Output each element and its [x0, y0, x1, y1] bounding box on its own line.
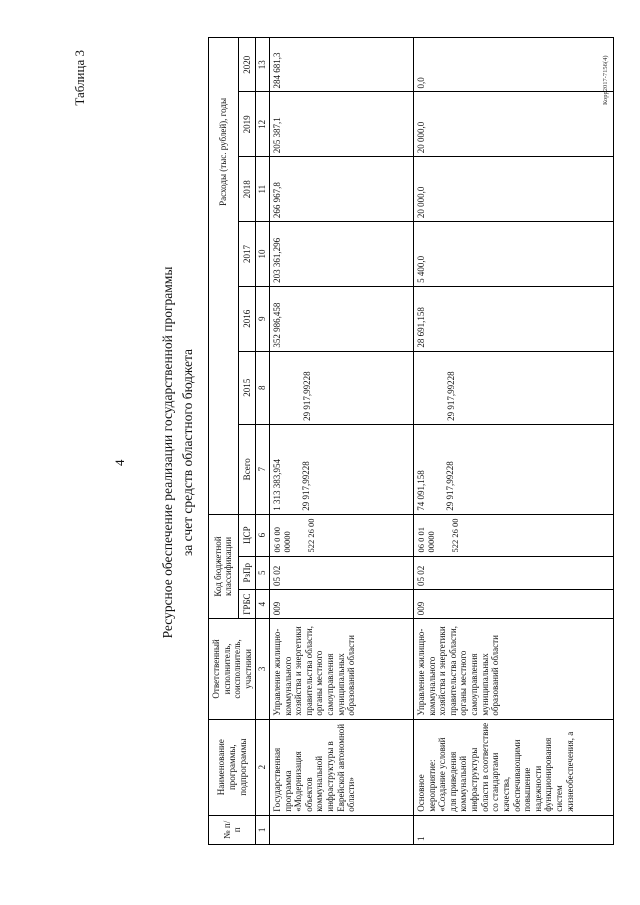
row-2015	[270, 351, 414, 424]
csr-code-1: 06 0 01 00000	[416, 527, 437, 553]
total-value-1: 1 313 383,954	[272, 458, 283, 511]
row-grbs: 009	[414, 589, 614, 618]
column-number: 1	[256, 815, 270, 844]
footer-code: Корр2017-7156(4)	[602, 55, 609, 105]
row-2018: 20 000,0	[414, 157, 614, 222]
row-2017: 5 400,0	[414, 222, 614, 287]
header-rzpr: РзПр	[238, 556, 256, 589]
header-num: № п/п	[209, 815, 256, 844]
document-title: Ресурсное обеспечение реализации государственной программы	[160, 266, 175, 639]
header-2016: 2016	[238, 286, 256, 351]
header-row-1	[209, 38, 239, 845]
column-number-row	[256, 38, 270, 845]
row-2020: 284 681,3	[270, 38, 414, 92]
table-row	[270, 38, 414, 845]
header-2020: 2020	[238, 38, 256, 92]
row-2015	[414, 351, 614, 424]
column-number: 3	[256, 619, 270, 719]
column-number: 9	[256, 286, 270, 351]
row-grbs: 009	[270, 589, 414, 618]
total-value-2: 29 917,99228	[300, 461, 311, 511]
value-2015: 29 917,99228	[302, 371, 313, 421]
row-2016: 352 986,458	[270, 286, 414, 351]
total-value-2: 29 917,99228	[444, 461, 455, 511]
header-csr: ЦСР	[238, 514, 256, 556]
row-responsible: Управление жилищно-коммунального хозяйства и энергетики правительства области, органы местного самоуправления муниципальных образований области	[270, 619, 414, 719]
header-grbs: ГРБС	[238, 589, 256, 618]
column-number: 7	[256, 424, 270, 514]
column-number: 2	[256, 719, 270, 815]
column-number: 11	[256, 157, 270, 222]
row-name: Основное мероприятие: «Создание условий для приведения коммунальной инфраструктуры области в соответствие со стандартами качества, обеспечивающими повышение надежности функционирования систем жизнеобеспечения, а	[414, 719, 614, 815]
row-2019: 205 387,1	[270, 92, 414, 157]
column-number: 6	[256, 514, 270, 556]
row-rzpr: 05 02	[270, 556, 414, 589]
header-name: Наименование программы, подпрограммы	[209, 719, 256, 815]
column-number: 8	[256, 351, 270, 424]
row-name: Государственная программа «Модернизация объектов коммунальной инфраструктуры в Еврейской автономной области»	[270, 719, 414, 815]
total-value-1: 74 091,158	[416, 470, 427, 511]
row-2020: 0,0	[414, 38, 614, 92]
header-total: Всего	[238, 424, 256, 514]
row-2017: 203 361,296	[270, 222, 414, 287]
row-num: 1	[414, 815, 614, 844]
column-number: 10	[256, 222, 270, 287]
column-number: 13	[256, 38, 270, 92]
header-2017: 2017	[238, 222, 256, 287]
header-2019: 2019	[238, 92, 256, 157]
header-2015: 2015	[238, 351, 256, 424]
row-num	[270, 815, 414, 844]
header-expenses: Расходы (тыс. рублей), годы	[209, 38, 239, 515]
row-total	[270, 424, 414, 514]
row-2016: 28 691,158	[414, 286, 614, 351]
row-2019: 20 000,0	[414, 92, 614, 157]
column-number: 4	[256, 589, 270, 618]
table-row	[414, 38, 614, 845]
row-csr	[414, 514, 614, 556]
value-2015: 29 917,99228	[446, 371, 457, 421]
table-label: Таблица 3	[72, 50, 87, 106]
csr-code-2: 522 26 00	[306, 518, 317, 553]
row-total	[414, 424, 614, 514]
row-responsible: Управление жилищно-коммунального хозяйства и энергетики правительства области, органы местного самоуправления муниципальных образований области	[414, 619, 614, 719]
page-number: 4	[112, 459, 127, 466]
header-2018: 2018	[238, 157, 256, 222]
row-csr	[270, 514, 414, 556]
column-number: 5	[256, 556, 270, 589]
header-budget-code: Код бюджетной классификации	[209, 514, 239, 619]
csr-code-1: 06 0 00 00000	[272, 527, 293, 553]
row-2018: 266 967,8	[270, 157, 414, 222]
document-subtitle: за счет средств областного бюджета	[180, 348, 195, 557]
header-responsible: Ответственный исполнитель, соисполнитель, участники	[209, 619, 256, 719]
resource-table	[208, 37, 614, 845]
column-number: 12	[256, 92, 270, 157]
csr-code-2: 522 26 00	[450, 518, 461, 553]
row-rzpr: 05 02	[414, 556, 614, 589]
